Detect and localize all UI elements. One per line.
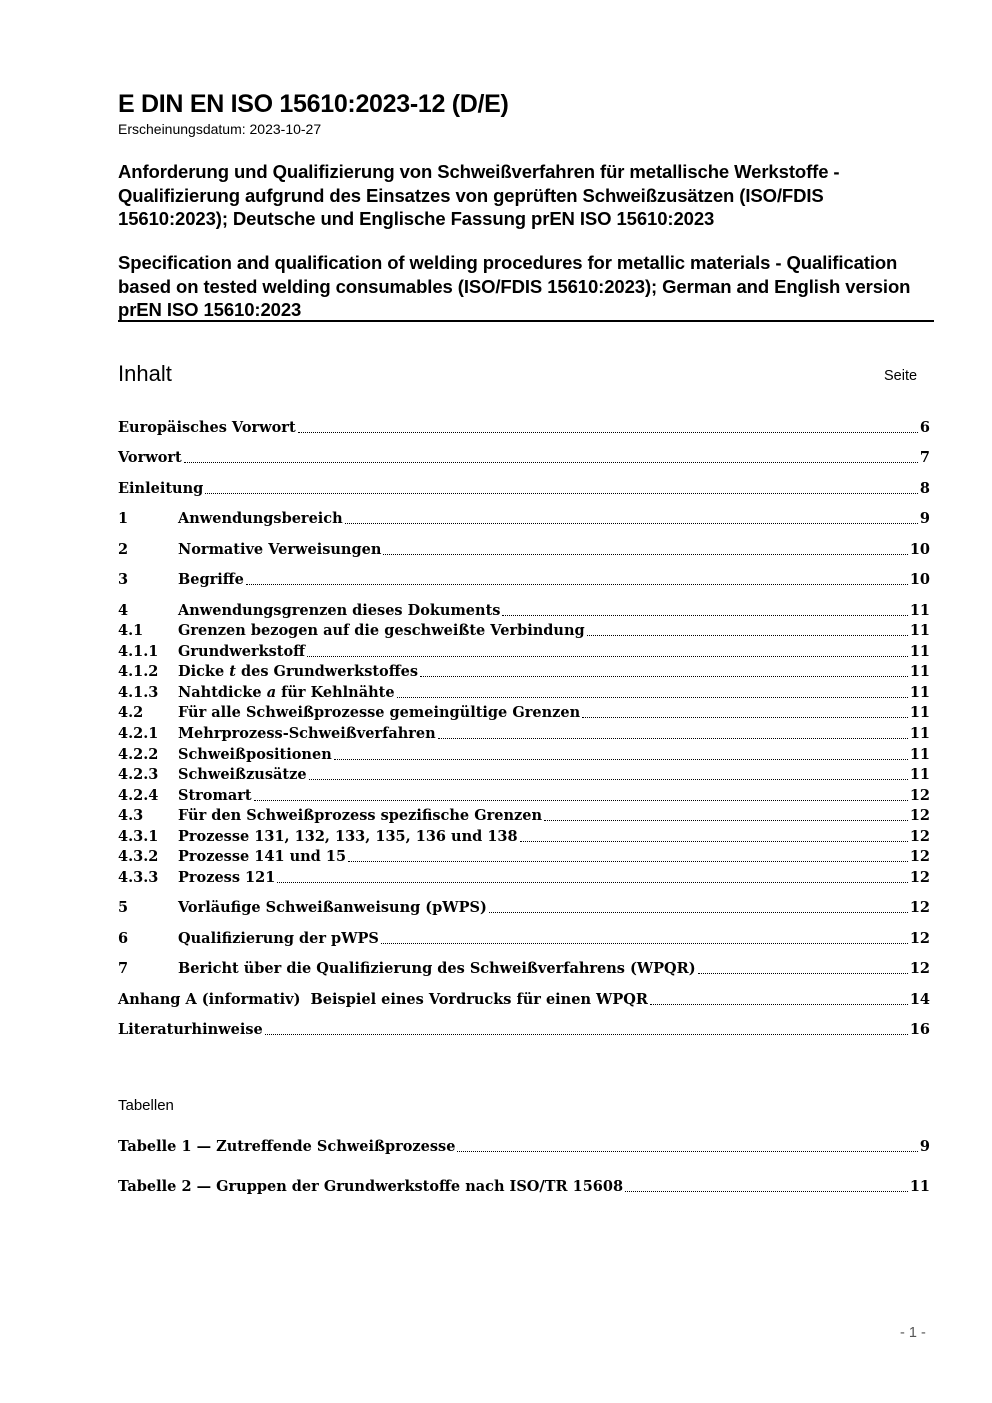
toc-dot-leader [345,523,918,524]
title-divider [118,320,934,322]
toc-entry-title: Prozesse 141 und 15 [178,848,347,865]
toc-entry-page: 11 [909,766,930,783]
toc-entry-number: 4.2.1 [118,725,159,742]
toc-entry-number: 4.1.2 [118,663,159,680]
toc-entry-title: Prozesse 131, 132, 133, 135, 136 und 138 [178,828,518,845]
toc-entry-page: 12 [909,930,930,947]
toc-entry-introduction[interactable] [118,478,930,498]
toc-entry-title: Stromart [178,787,252,804]
toc-entry-title: Für den Schweißprozess spezifische Grenzen [178,807,542,824]
toc-page-column-label: Seite [884,368,918,384]
toc-entry-title [178,663,418,681]
toc-entry-page: 12 [909,787,930,804]
toc-dot-leader [582,717,908,718]
toc-dot-leader [397,697,908,698]
toc-entry-foreword[interactable] [118,447,930,467]
toc-entry-title: Bericht über die Qualifizierung des Schweißverfahrens (WPQR) [178,960,696,977]
toc-dot-leader [265,1034,908,1035]
toc-entry-page: 12 [909,960,930,977]
toc-entry-european-foreword[interactable] [118,417,930,437]
toc-entry-3[interactable] [118,569,930,589]
toc-entry-4-1-2[interactable] [118,661,930,681]
toc-entry-number: 5 [118,899,129,916]
toc-entry-page: 11 [909,663,930,680]
toc-entry-4-1-1[interactable] [118,641,930,661]
toc-dot-leader [254,800,908,801]
toc-entry-title: Prozess 121 [178,869,276,886]
toc-entry-4-1[interactable] [118,620,930,640]
toc-dot-leader [625,1191,908,1192]
toc-entry-page: 9 [919,510,930,527]
toc-entry-number: 6 [118,930,129,947]
toc-entry-page: 11 [909,643,930,660]
toc-entry-title: Vorläufige Schweißanweisung (pWPS) [178,899,487,916]
toc-entry-7[interactable] [118,958,930,978]
toc-entry-number: 2 [118,541,129,558]
toc-entry-4-3-2[interactable] [118,846,930,866]
toc-dot-leader [348,861,908,862]
toc-entry-annex-a[interactable] [118,989,930,1009]
toc-dot-leader [489,912,908,913]
toc-entry-page: 14 [909,991,930,1008]
toc-entry-5[interactable] [118,897,930,917]
toc-entry-number: 4.3.1 [118,828,159,845]
toc-dot-leader [650,1004,908,1005]
toc-entry-title: Anwendungsbereich [178,510,343,527]
toc-entry-number: 4.1.1 [118,643,159,660]
toc-entry-title: Für alle Schweißprozesse gemeingültige Grenzen [178,704,581,721]
title-english: Specification and qualification of welding procedures for metallic materials - Qualification based on tested welding consumables (ISO/FDIS 15610:2023); German and English version prEN ISO 15610:2023 [118,252,911,320]
toc-entry-4-2-4[interactable] [118,785,930,805]
toc-entry-page: 11 [909,602,930,619]
toc-entry-4-3[interactable] [118,805,930,825]
toc-entry-number: 4.1.3 [118,684,159,701]
toc-dot-leader [298,432,918,433]
toc-entry-title: Mehrprozess-Schweißverfahren [178,725,436,742]
toc-entry-title: Europäisches Vorwort [118,419,296,436]
toc-entry-2[interactable] [118,539,930,559]
table-entry-1[interactable] [118,1136,930,1156]
toc-entry-page: 12 [909,869,930,886]
toc-entry-4-3-3[interactable] [118,867,930,887]
toc-entry-page: 12 [909,828,930,845]
table-entry-page: 9 [919,1138,930,1155]
toc-dot-leader [438,738,908,739]
title-part: Nahtdicke [178,684,267,701]
toc-dot-leader [544,820,908,821]
toc-entry-bibliography[interactable] [118,1019,930,1039]
toc-entry-4-2[interactable] [118,702,930,722]
toc-entry-page: 12 [909,807,930,824]
toc-entry-title [178,684,395,702]
table-entry-title: Tabelle 1 — Zutreffende Schweißprozesse [118,1138,456,1155]
toc-entry-number: 4.2.3 [118,766,159,783]
toc-entry-number: 4.1 [118,622,144,639]
toc-dot-leader [309,779,908,780]
toc-entry-page: 11 [909,725,930,742]
toc-entry-number: 4.2.4 [118,787,159,804]
title-part: für Kehlnähte [276,684,395,701]
toc-dot-leader [520,841,908,842]
toc-entry-page: 11 [909,704,930,721]
toc-entry-4-2-1[interactable] [118,723,930,743]
toc-entry-4-2-2[interactable] [118,744,930,764]
toc-entry-number: 4.2 [118,704,144,721]
toc-entry-title: Normative Verweisungen [178,541,382,558]
toc-dot-leader [698,973,908,974]
toc-entry-page: 10 [909,571,930,588]
toc-entry-number: 4.3 [118,807,144,824]
toc-dot-leader [383,554,907,555]
toc-entry-title: Qualifizierung der pWPS [178,930,379,947]
toc-entry-title: Einleitung [118,480,204,497]
title-part: des Grundwerkstoffes [235,663,419,680]
toc-entry-number: 4.3.3 [118,869,159,886]
toc-dot-leader [277,882,907,883]
toc-entry-title: Schweißzusätze [178,766,307,783]
variable-symbol: a [266,684,277,701]
toc-entry-6[interactable] [118,928,930,948]
document-id: E DIN EN ISO 15610:2023-12 (D/E) [118,90,509,118]
toc-heading: Inhalt [118,361,172,386]
toc-entry-title: Schweißpositionen [178,746,332,763]
toc-dot-leader [457,1151,917,1152]
variable-symbol: t [229,663,236,680]
table-entry-title: Tabelle 2 — Gruppen der Grundwerkstoffe nach ISO/TR 15608 [118,1178,624,1195]
toc-entry-number: 4.2.2 [118,746,159,763]
toc-entry-title: Vorwort [118,449,182,466]
toc-entry-title: Anwendungsgrenzen dieses Dokuments [178,602,501,619]
table-entry-page: 11 [909,1178,930,1195]
toc-entry-number: 4 [118,602,129,619]
toc-entry-1[interactable] [118,508,930,528]
toc-entry-4-2-3[interactable] [118,764,930,784]
toc-dot-leader [205,493,918,494]
toc-entry-title: Anhang A (informativ) Beispiel eines Vordrucks für einen WPQR [118,991,648,1008]
toc-dot-leader [307,656,908,657]
toc-entry-page: 16 [909,1021,930,1038]
toc-entry-page: 11 [909,622,930,639]
toc-dot-leader [587,635,908,636]
toc-entry-4-3-1[interactable] [118,826,930,846]
page-number: - 1 - [900,1325,926,1341]
toc-dot-leader [381,943,908,944]
toc-entry-page: 7 [919,449,930,466]
toc-entry-title: Begriffe [178,571,244,588]
toc-dot-leader [420,676,908,677]
toc-dot-leader [334,759,908,760]
toc-entry-number: 7 [118,960,129,977]
tables-heading: Tabellen [118,1097,174,1114]
toc-entry-page: 12 [909,848,930,865]
toc-entry-4-1-3[interactable] [118,682,930,702]
toc-entry-title: Grenzen bezogen auf die geschweißte Verbindung [178,622,585,639]
toc-entry-page: 8 [919,480,930,497]
toc-entry-title: Literaturhinweise [118,1021,263,1038]
toc-entry-title: Grundwerkstoff [178,643,306,660]
toc-entry-page: 10 [909,541,930,558]
toc-entry-4[interactable] [118,600,930,620]
toc-entry-number: 3 [118,571,129,588]
toc-entry-page: 11 [909,746,930,763]
toc-entry-page: 12 [909,899,930,916]
publication-date: Erscheinungsdatum: 2023-10-27 [118,121,322,137]
toc-entry-number: 4.3.2 [118,848,159,865]
table-entry-2[interactable] [118,1176,930,1196]
title-part: Dicke [178,663,230,680]
toc-entry-page: 11 [909,684,930,701]
toc-dot-leader [502,615,907,616]
toc-dot-leader [184,462,918,463]
title-german: Anforderung und Qualifizierung von Schweißverfahren für metallische Werkstoffe - Qualifizierung aufgrund des Einsatzes von geprüften Schweißzusätzen (ISO/FDIS 15610:2023); Deutsche und Englische Fassung prEN ISO 15610:2023 [118,161,840,229]
toc-dot-leader [246,584,908,585]
toc-entry-page: 6 [919,419,930,436]
toc-entry-number: 1 [118,510,129,527]
